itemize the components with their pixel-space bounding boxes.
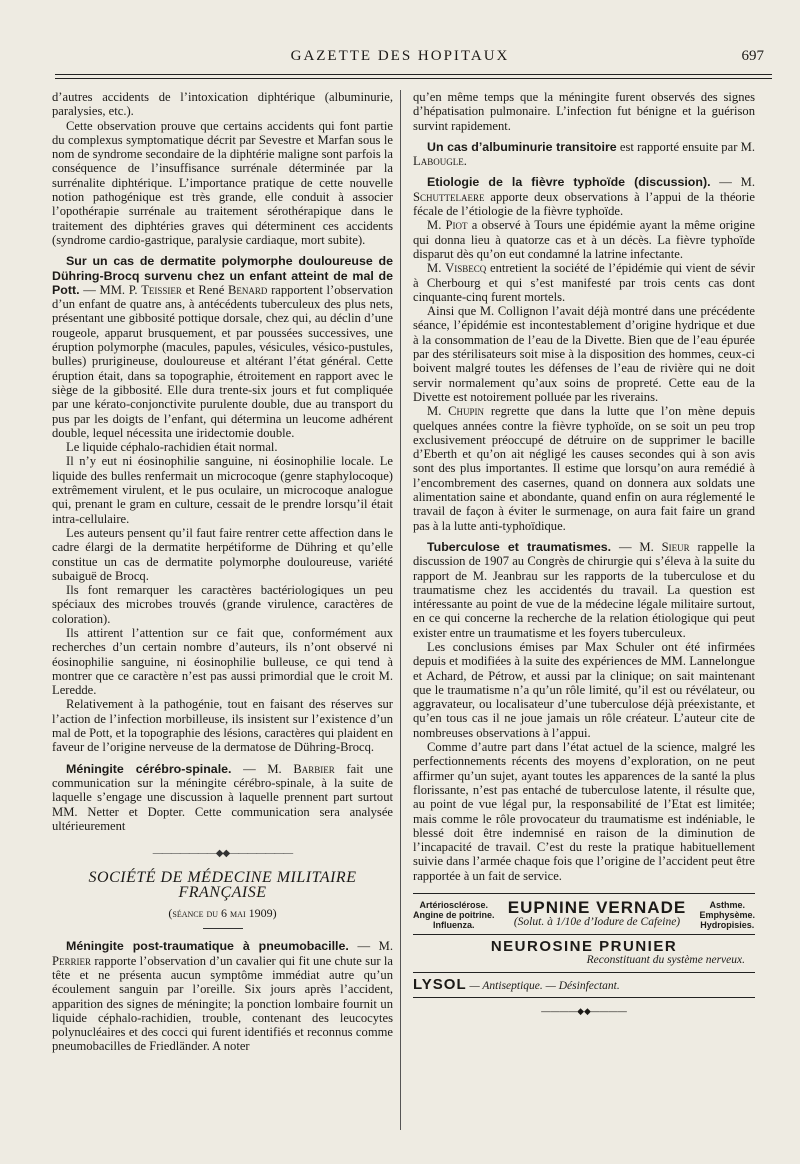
ad-eupnine-center (507, 897, 687, 930)
page-number: 697 (741, 48, 764, 64)
right-column (413, 90, 755, 1018)
tuberculose-paragraph-2: Comme d’autre part dans l’état actuel de la science, malgré les perfectionnements récents des moyens d’exploration, on ne peut affirmer qu’un sujet, ayant toutes les apparences de la santé la plus florissante, n’est pas entaché de tuberculose latente, il résulte que, au point de vue légal pur, la responsabilité de l’Etat est limitée; mais comme le rôle provocateur du traumatisme est indéniable, le blessé doit être indemnisé en raison de la diminution de l’incapacité de travail. C’est du reste la pratique habituellement suivie dans l’armée chaque fois que l’origine de l’accident peut être rapportée à un fait de service. (413, 740, 755, 883)
ad-ornament: ————◆◆———— (541, 1005, 627, 1016)
meningite-article (52, 762, 393, 833)
ad-neurosine (413, 935, 755, 973)
author-benard: Benard (227, 282, 268, 297)
continuation-paragraph: qu’en même temps que la méningite furent observés des signes d’hépatisation pulmonaire. L’infection fut bénigne et la guérison survint rapidement. (413, 90, 755, 133)
post-trauma-body: rapporte l’observation d’un cavalier qui fit une chute sur la tête et ne présenta aucun symptôme immédiat autre qu’un écoulement sanguin par l’oreille. Six jours après l’accident, apparition des signes de méningite; la ponction lombaire fournit un liquide céphalo-rachidien, trouble, contenant des leucocytes polynucléaires et des cocci qui furent identifiés et reconnus comme pneumobacilles de Friedländer. A noter (52, 953, 393, 1054)
society-title: SOCIÉTÉ DE MÉDECINE MILITAIRE FRANÇAISE (88, 869, 357, 901)
neurosine-desc: Reconstituant du système nerveux. (586, 954, 745, 967)
author-labougle: Labougle (413, 154, 464, 169)
column-divider (400, 90, 401, 1130)
dermatite-heading: Sur un cas de dermatite polymorphe douloureuse de Dühring-Brocq survenu chez un enfant atteint de mal de Pott. (52, 254, 393, 297)
ad-eupnine (413, 894, 755, 935)
left-column (52, 90, 393, 1054)
neurosine-brand: NEUROSINE PRUNIER (490, 938, 678, 956)
visbecq-body: entretient la société de l’épidémie qui vient de sévir à Cherbourg et qui s’est manifesté par trois cents cas dont cinquante-cinq furent mortels. (413, 261, 755, 304)
post-trauma-lead: — M. (348, 939, 393, 954)
running-title: GAZETTE DES HOPITAUX (290, 48, 510, 64)
dermatite-paragraph-3: Les auteurs pensent qu’il faut faire rentrer cette affection dans le cadre élargi de la dermatite herpétiforme de Dühring et qu’elle constitue un cas de dermatite polymorphe douloureuse, variété subaiguë de Brocq. (52, 525, 393, 583)
piot-body: a observé à Tours une épidémie ayant la même origine qui donna lieu à quatorze cas et à un décès. La fièvre typhoïde disparut dès qu’on eut condamné la latrine infectante. (413, 218, 756, 261)
meningite-body: fait une communication sur la méningite cérébro-spinale, à la suite de laquelle s’engage une discussion à laquelle prennent part surtout MM. Netter et Dopter. Cette communication sera analysée ultérieurement (52, 761, 394, 833)
author-perrier: Perrier (52, 953, 92, 968)
intro-paragraph-1: d’autres accidents de l’intoxication diphtérique (albuminurie, paralysies, etc.). (52, 90, 393, 119)
note-angine: Angine de poitrine. (413, 910, 495, 921)
piot-paragraph (413, 218, 755, 261)
dermatite-paragraph-2: Il n’y eut ni éosinophilie sanguine, ni éosinophilie locale. Le liquide des bulles renfermait un microcoque (genre staphylocoque) extrêmement virulent, et le pus oculaire, un microcoque analogue qui, prenant le gram en culture, cessait de le prendre lorsqu’il était intra-cellulaire. (52, 454, 393, 526)
note-asthme: Asthme. (709, 900, 745, 911)
dermatite-lead: — MM. P. (79, 282, 142, 297)
visbecq-paragraph (413, 261, 755, 304)
header-rule-thin (55, 78, 772, 79)
author-chupin: Chupin (448, 404, 485, 419)
albuminurie-end: . (463, 154, 467, 169)
dermatite-article (52, 254, 393, 440)
note-influenza: Influenza. (433, 920, 475, 931)
ad-eupnine-left-notes (413, 900, 495, 930)
note-hydropisies: Hydropisies. (700, 920, 755, 931)
meningite-heading: Méningite cérébro-spinale. (66, 761, 232, 776)
author-schuttelaere: Schuttelaere (413, 189, 485, 204)
ad-eupnine-right-notes (699, 900, 755, 930)
author-piot: Piot (445, 218, 468, 233)
intro-paragraph-2: Cette observation prouve que certains accidents qui font partie du complexus symptomatique décrit par Sevestre et Marfan sous le nom de syndrome secondaire de la diphtérie maligne sont parfois la conséquence de l’insuffisance surrénale déterminée par la surrénalite diphtérique. L’importance pratique de cette nouvelle notion pathogénique est très grande, elle conduit à associer l’opothérapie surrénale au traitement sérothérapique dans le traitement des diphtéries graves qui déterminent ces accidents (syndrome cardio-gastrique, paralysie cardiaque, mort subite). (52, 118, 393, 247)
dermatite-paragraph-1: Le liquide céphalo-rachidien était normal. (66, 440, 278, 455)
eupnine-brand: EUPNINE VERNADE (507, 897, 687, 917)
typhoide-body: apporte deux observations à l’appui de la théorie fécale de l’étiologie de la fièvre typhoïde. (413, 189, 755, 219)
dermatite-paragraph-6: Relativement à la pathogénie, tout en faisant des réserves sur l’action de l’infection morbilleuse, ils insistent sur l’existence d’un mal de Pott, et la topographie des lésions, caractères qui plaident en faveur de l’origine nerveuse de la dermatose de Dühring-Brocq. (52, 697, 393, 755)
chupin-body: regrette que dans la lutte que l’on mène depuis quelques années contre la fièvre typhoïde, on se soit un peu trop exclusivement préoccupé de détruire on de supprimer le bacille d’Eberth et qu’on ait négligé les causes secondes qui à son avis sont des plus importantes. Il estime que lorsqu’on aura remédié à l’encombrement des casernes, quand on donnera aux soldats une alimentation saine et abondante, quand enfin on aura réglementé le travail de façon à éviter le surmenage, on aura fait faire un grand pas à la lutte anti-typhoïdique. (413, 404, 755, 533)
dermatite-body: rapportent l’observation d’un enfant de quatre ans, à antécédents tuberculeux des plus nets, présentant une gibbosité pottique dorsale, chez qui, au déclin d’une rougeole, apparut brusquement, et par poussées successives, une éruption polymorphe (macules, papules, vésicules, vésico-pustules, bulles) prurigineuse, douloureuse et altérant l’état général. Cette éruption était, dans sa topographie, étroitement en rapport avec le siège de la gibbosité. Elle dura trente-six jours et fut compliquée par une kérato-conjonctivite purulente double, due au transport du pus par les doigts de l’enfant, qui détermina un leucome adhérent double, lequel nécessita une iridectomie double. (52, 282, 393, 440)
tuberculose-lead: — M. (611, 539, 662, 554)
chupin-paragraph (413, 404, 755, 533)
author-visbecq: Visbecq (445, 261, 487, 276)
typhoide-heading: Etiologie de la fièvre typhoïde (discussion). (427, 175, 711, 190)
advertisements (413, 893, 755, 1018)
tuberculose-heading: Tuberculose et traumatismes. (427, 539, 612, 554)
dermatite-mid: et René (181, 282, 228, 297)
chupin-lead: M. (427, 404, 449, 419)
meningite-lead: — M. (231, 761, 294, 776)
lysol-brand: LYSOL (413, 975, 467, 993)
post-trauma-article (52, 939, 393, 1053)
ornament-divider: ———————◆◆——————— (152, 848, 293, 860)
note-arteriosclerose: Artériosclérose. (419, 900, 489, 911)
short-rule (203, 928, 243, 929)
tuberculose-paragraph-1: Les conclusions émises par Max Schuler ont été infirmées depuis et modifiées à la suite des expériences de MM. Lannelongue et Achard, de Pétrow, et aussi par la clinique; on sait maintenant que le traumatisme n’a qu’un rôle limité, qu’il est ou révélateur, ou aggravateur, ou localisateur d’une tuberculose déjà préexistante, et qu’en tous cas il ne joue jamais un rôle créateur. L’auteur cite de nombreuses observations à l’appui. (413, 639, 755, 740)
author-sieur: Sieur (661, 539, 690, 554)
eupnine-desc: (Solut. à 1/10e d’Iodure de Cafeine) (513, 916, 681, 929)
albuminurie-article (413, 140, 755, 169)
header-rule (55, 74, 772, 75)
author-barbier: Barbier (293, 761, 335, 776)
ad-lysol (413, 973, 755, 998)
note-emphyseme: Emphysème. (699, 910, 755, 921)
post-trauma-heading: Méningite post-traumatique à pneumobacille. (66, 939, 349, 954)
dermatite-paragraph-5: Ils attirent l’attention sur ce fait que, conformément aux recherches d’un certain nombre d’auteurs, ils n’ont observé ni éosinophilie sanguine, ni éosinophilie bulleuse, ce qui tend à montrer que ce caractère n’est pas aussi primordial que le croit M. Leredde. (52, 625, 393, 698)
typhoide-lead: — M. (710, 175, 755, 190)
author-teissier: Teissier (141, 282, 182, 297)
visbecq-lead: M. (427, 261, 446, 276)
tuberculose-body: rappelle la discussion de 1907 au Congrès de chirurgie qui s’éleva à la suite du rapport de M. Jeanbrau sur les rapports de la tuberculose et du traumatisme chez les accidentés du travail. La question est intéressante au point de vue de la médecine légale militaire surtout, en ce qui concerne la recherche de la relation étiologique qui peut exister entre un traumatisme et les foyers tuberculeux. (413, 539, 755, 640)
dermatite-paragraph-4: Ils font remarquer les caractères bactériologiques un peu spéciaux des microbes trouvés (grande virulence, caractères de coloration). (52, 583, 393, 626)
session-date: (séance du 6 mai 1909) (168, 906, 277, 921)
albuminurie-heading: Un cas d’albuminurie transitoire (427, 139, 617, 154)
albuminurie-body: est rapporté ensuite par M. (616, 139, 755, 154)
collignon-paragraph: Ainsi que M. Collignon l’avait déjà montré dans une précédente séance, l’épidémie est incontestablement d’origine hydrique et due à la consommation de l’eau de la Divette. Bien que de l’eau épurée par des stérilisateurs soit mise à la disposition des hommes, ceux-ci boivent malgré toutes les défenses de l’eau de rivière qui ne doit servir normalement qu’aux soins de propreté. Cette eau de la Divette est notoirement polluée par les riverains. (413, 304, 755, 404)
tuberculose-article (413, 540, 755, 640)
lysol-desc: — Antiseptique. — Désinfectant. (466, 979, 620, 992)
piot-lead: M. (427, 218, 446, 233)
typhoide-article (413, 175, 755, 218)
